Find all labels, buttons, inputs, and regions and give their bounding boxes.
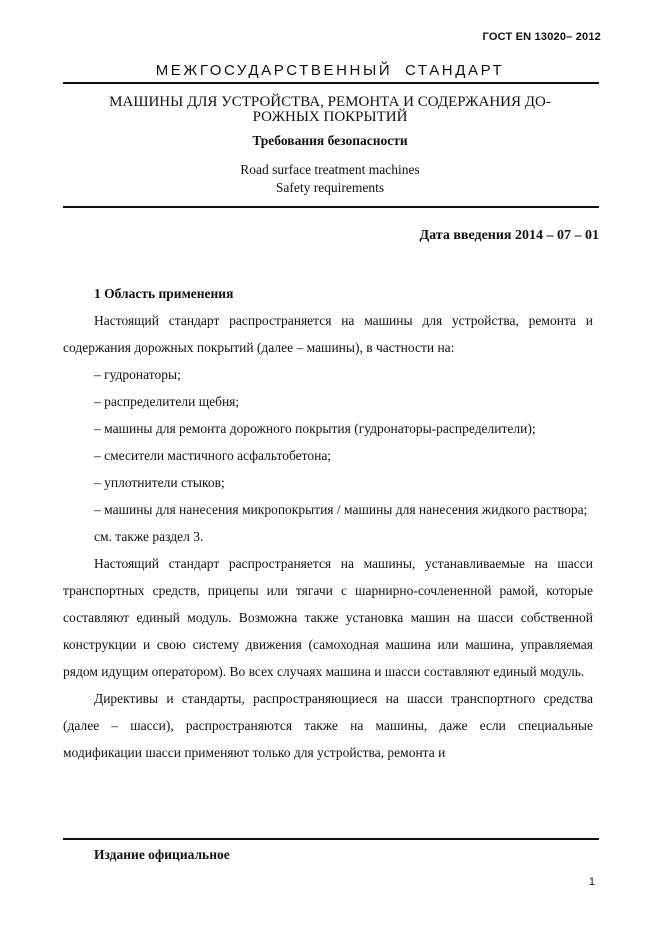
list-item: см. также раздел 3.: [94, 529, 204, 544]
section-1-heading: 1 Область применения: [94, 286, 234, 301]
paragraph-3: Директивы и стандарты, распространяющиеся на шасси транспортного средства (далее – шасси), распространяются также на машины, даже если специальные модификации шасси применяют только для устройства, ремонта и: [63, 691, 593, 760]
title-rule: [63, 206, 599, 208]
list-item: – смесители мастичного асфальтобетона;: [94, 448, 332, 463]
paragraph-2: Настоящий стандарт распространяется на машины, устанавливаемые на шасси транспортных средств, прицепы или тягачи с шарнирно-сочлененной рамой, которые составляют единый модуль. Возможна также установка машин на шасси собственной конструкции и свою систему движения (самоходная машина или машина, управляемая рядом идущим оператором). Во всех случаях машина и шасси составляют единый модуль.: [63, 556, 593, 679]
introduction-date: Дата введения 2014 – 07 – 01: [419, 228, 599, 243]
official-edition-label: Издание официальное: [94, 847, 230, 862]
section-1-body: [63, 280, 593, 766]
title-ru-subtitle: Требования безопасности: [252, 133, 408, 148]
document-code: ГОСТ EN 13020– 2012: [482, 31, 601, 43]
title-en-line2: Safety requirements: [275, 180, 385, 195]
list-item: – уплотнители стыков;: [94, 475, 225, 490]
list-item: – машины для ремонта дорожного покрытия (гудронаторы-распределители);: [94, 421, 536, 436]
list-item: – гудронаторы;: [94, 367, 181, 382]
title-ru-line2: РОЖНЫХ ПОКРЫТИЙ: [252, 109, 408, 125]
header-rule: [63, 82, 599, 84]
paragraph-1: Настоящий стандарт распространяется на машины для устройства, ремонта и содержания дорожных покрытий (далее – машины), в частности на:: [63, 313, 593, 355]
standard-type-heading: МЕЖГОСУДАРСТВЕННЫЙ СТАНДАРТ: [155, 62, 505, 79]
title-en: [60, 161, 600, 197]
list-item: – распределители щебня;: [94, 394, 240, 409]
title-ru-line1: МАШИНЫ ДЛЯ УСТРОЙСТВА, РЕМОНТА И СОДЕРЖАНИЯ ДО-: [109, 94, 551, 110]
footer-rule: [63, 838, 599, 840]
title-ru: [70, 95, 590, 125]
list-item: – машины для нанесения микропокрытия / машины для нанесения жидкого раствора;: [94, 502, 588, 517]
title-en-line1: Road surface treatment machines: [240, 162, 420, 177]
page-number: 1: [588, 876, 595, 888]
